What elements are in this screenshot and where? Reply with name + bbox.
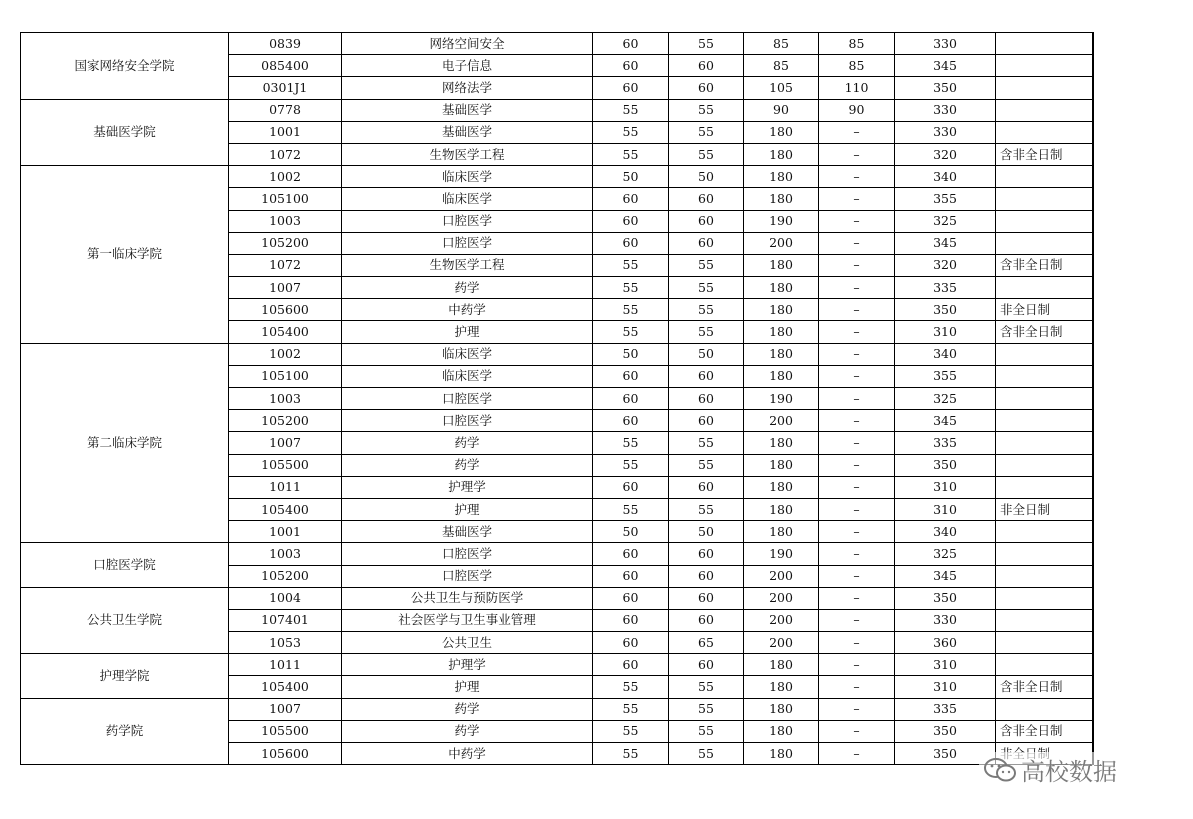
code-cell: 105500 (229, 720, 342, 742)
major-cell: 口腔医学 (342, 388, 593, 410)
major-cell: 护理 (342, 498, 593, 520)
note-cell (996, 166, 1093, 188)
major-cell: 生物医学工程 (342, 254, 593, 276)
subject1-score-cell: 180 (744, 299, 819, 321)
subject1-score-cell: 200 (744, 587, 819, 609)
english-score-cell: 60 (669, 476, 744, 498)
note-cell (996, 55, 1093, 77)
subject1-score-cell: 180 (744, 743, 819, 765)
total-score-cell: 340 (895, 343, 996, 365)
total-score-cell: 350 (895, 454, 996, 476)
subject1-score-cell: 90 (744, 99, 819, 121)
politics-score-cell: 55 (593, 743, 669, 765)
note-cell (996, 587, 1093, 609)
subject2-score-cell: – (819, 720, 895, 742)
total-score-cell: 335 (895, 698, 996, 720)
major-cell: 护理学 (342, 476, 593, 498)
subject2-score-cell: – (819, 143, 895, 165)
code-cell: 1004 (229, 587, 342, 609)
english-score-cell: 60 (669, 565, 744, 587)
total-score-cell: 340 (895, 166, 996, 188)
politics-score-cell: 60 (593, 565, 669, 587)
english-score-cell: 55 (669, 254, 744, 276)
subject1-score-cell: 180 (744, 321, 819, 343)
subject2-score-cell: – (819, 521, 895, 543)
politics-score-cell: 55 (593, 498, 669, 520)
school-name-cell: 国家网络安全学院 (21, 33, 229, 100)
note-cell: 非全日制 (996, 498, 1093, 520)
politics-score-cell: 55 (593, 277, 669, 299)
code-cell: 1053 (229, 632, 342, 654)
code-cell: 1007 (229, 698, 342, 720)
subject1-score-cell: 180 (744, 654, 819, 676)
subject2-score-cell: – (819, 543, 895, 565)
note-cell (996, 188, 1093, 210)
school-name-cell: 药学院 (21, 698, 229, 765)
politics-score-cell: 60 (593, 188, 669, 210)
code-cell: 1007 (229, 432, 342, 454)
english-score-cell: 60 (669, 543, 744, 565)
major-cell: 网络空间安全 (342, 33, 593, 55)
major-cell: 公共卫生与预防医学 (342, 587, 593, 609)
total-score-cell: 310 (895, 321, 996, 343)
politics-score-cell: 55 (593, 143, 669, 165)
subject1-score-cell: 85 (744, 55, 819, 77)
code-cell: 105200 (229, 410, 342, 432)
subject2-score-cell: – (819, 698, 895, 720)
code-cell: 1003 (229, 388, 342, 410)
subject1-score-cell: 190 (744, 210, 819, 232)
note-cell (996, 410, 1093, 432)
code-cell: 105100 (229, 365, 342, 387)
total-score-cell: 320 (895, 254, 996, 276)
subject2-score-cell: – (819, 632, 895, 654)
subject1-score-cell: 200 (744, 632, 819, 654)
subject2-score-cell: – (819, 365, 895, 387)
total-score-cell: 345 (895, 410, 996, 432)
english-score-cell: 55 (669, 321, 744, 343)
subject2-score-cell: – (819, 565, 895, 587)
note-cell: 含非全日制 (996, 143, 1093, 165)
subject1-score-cell: 190 (744, 543, 819, 565)
total-score-cell: 350 (895, 299, 996, 321)
subject2-score-cell: – (819, 454, 895, 476)
subject2-score-cell: – (819, 388, 895, 410)
subject1-score-cell: 180 (744, 277, 819, 299)
english-score-cell: 60 (669, 210, 744, 232)
major-cell: 临床医学 (342, 188, 593, 210)
code-cell: 105100 (229, 188, 342, 210)
subject1-score-cell: 180 (744, 166, 819, 188)
code-cell: 0778 (229, 99, 342, 121)
subject2-score-cell: – (819, 654, 895, 676)
total-score-cell: 350 (895, 720, 996, 742)
english-score-cell: 50 (669, 343, 744, 365)
politics-score-cell: 55 (593, 321, 669, 343)
subject2-score-cell: 110 (819, 77, 895, 99)
major-cell: 药学 (342, 720, 593, 742)
major-cell: 网络法学 (342, 77, 593, 99)
total-score-cell: 345 (895, 232, 996, 254)
code-cell: 0839 (229, 33, 342, 55)
politics-score-cell: 55 (593, 676, 669, 698)
table-row (21, 99, 1093, 121)
school-name-cell: 基础医学院 (21, 99, 229, 166)
major-cell: 临床医学 (342, 343, 593, 365)
total-score-cell: 350 (895, 587, 996, 609)
code-cell: 105500 (229, 454, 342, 476)
code-cell: 105600 (229, 743, 342, 765)
total-score-cell: 360 (895, 632, 996, 654)
politics-score-cell: 50 (593, 343, 669, 365)
school-name-cell: 口腔医学院 (21, 543, 229, 587)
table-row (21, 543, 1093, 565)
subject1-score-cell: 180 (744, 676, 819, 698)
subject1-score-cell: 180 (744, 121, 819, 143)
school-name-cell: 护理学院 (21, 654, 229, 698)
english-score-cell: 60 (669, 365, 744, 387)
note-cell: 含非全日制 (996, 254, 1093, 276)
note-cell: 含非全日制 (996, 321, 1093, 343)
subject1-score-cell: 105 (744, 77, 819, 99)
table-row (21, 654, 1093, 676)
note-cell (996, 565, 1093, 587)
total-score-cell: 340 (895, 521, 996, 543)
politics-score-cell: 55 (593, 454, 669, 476)
total-score-cell: 330 (895, 609, 996, 631)
code-cell: 105600 (229, 299, 342, 321)
major-cell: 护理 (342, 321, 593, 343)
major-cell: 口腔医学 (342, 543, 593, 565)
code-cell: 105400 (229, 498, 342, 520)
english-score-cell: 55 (669, 121, 744, 143)
politics-score-cell: 55 (593, 698, 669, 720)
subject2-score-cell: – (819, 476, 895, 498)
note-cell (996, 232, 1093, 254)
table-row (21, 698, 1093, 720)
politics-score-cell: 60 (593, 77, 669, 99)
note-cell (996, 99, 1093, 121)
major-cell: 电子信息 (342, 55, 593, 77)
major-cell: 口腔医学 (342, 410, 593, 432)
politics-score-cell: 60 (593, 543, 669, 565)
politics-score-cell: 60 (593, 33, 669, 55)
major-cell: 基础医学 (342, 521, 593, 543)
subject2-score-cell: – (819, 121, 895, 143)
major-cell: 口腔医学 (342, 232, 593, 254)
note-cell: 非全日制 (996, 299, 1093, 321)
english-score-cell: 60 (669, 188, 744, 210)
code-cell: 1001 (229, 121, 342, 143)
total-score-cell: 325 (895, 543, 996, 565)
english-score-cell: 55 (669, 277, 744, 299)
note-cell (996, 632, 1093, 654)
english-score-cell: 60 (669, 654, 744, 676)
major-cell: 公共卫生 (342, 632, 593, 654)
total-score-cell: 325 (895, 388, 996, 410)
subject2-score-cell: 90 (819, 99, 895, 121)
english-score-cell: 60 (669, 232, 744, 254)
major-cell: 药学 (342, 454, 593, 476)
code-cell: 1003 (229, 543, 342, 565)
english-score-cell: 55 (669, 698, 744, 720)
code-cell: 1007 (229, 277, 342, 299)
note-cell (996, 33, 1093, 55)
politics-score-cell: 55 (593, 254, 669, 276)
english-score-cell: 55 (669, 299, 744, 321)
english-score-cell: 55 (669, 498, 744, 520)
code-cell: 1003 (229, 210, 342, 232)
note-cell (996, 277, 1093, 299)
major-cell: 护理学 (342, 654, 593, 676)
code-cell: 105400 (229, 676, 342, 698)
note-cell (996, 654, 1093, 676)
major-cell: 中药学 (342, 743, 593, 765)
code-cell: 1072 (229, 254, 342, 276)
politics-score-cell: 60 (593, 476, 669, 498)
subject1-score-cell: 180 (744, 432, 819, 454)
subject2-score-cell: – (819, 498, 895, 520)
subject2-score-cell: – (819, 609, 895, 631)
major-cell: 临床医学 (342, 365, 593, 387)
subject1-score-cell: 180 (744, 476, 819, 498)
politics-score-cell: 60 (593, 55, 669, 77)
english-score-cell: 55 (669, 454, 744, 476)
table-row (21, 33, 1093, 55)
school-name-cell: 公共卫生学院 (21, 587, 229, 654)
english-score-cell: 60 (669, 410, 744, 432)
note-cell (996, 365, 1093, 387)
politics-score-cell: 60 (593, 632, 669, 654)
politics-score-cell: 55 (593, 299, 669, 321)
english-score-cell: 60 (669, 388, 744, 410)
politics-score-cell: 60 (593, 232, 669, 254)
english-score-cell: 55 (669, 143, 744, 165)
subject2-score-cell: – (819, 743, 895, 765)
code-cell: 1002 (229, 166, 342, 188)
note-cell (996, 343, 1093, 365)
school-name-cell: 第一临床学院 (21, 166, 229, 344)
total-score-cell: 330 (895, 33, 996, 55)
note-cell (996, 388, 1093, 410)
english-score-cell: 50 (669, 166, 744, 188)
major-cell: 中药学 (342, 299, 593, 321)
major-cell: 口腔医学 (342, 210, 593, 232)
code-cell: 107401 (229, 609, 342, 631)
total-score-cell: 330 (895, 121, 996, 143)
major-cell: 药学 (342, 277, 593, 299)
subject2-score-cell: – (819, 343, 895, 365)
politics-score-cell: 55 (593, 720, 669, 742)
note-cell (996, 121, 1093, 143)
subject1-score-cell: 180 (744, 521, 819, 543)
code-cell: 1011 (229, 476, 342, 498)
english-score-cell: 60 (669, 587, 744, 609)
politics-score-cell: 55 (593, 432, 669, 454)
politics-score-cell: 60 (593, 410, 669, 432)
english-score-cell: 55 (669, 743, 744, 765)
subject1-score-cell: 180 (744, 343, 819, 365)
subject2-score-cell: – (819, 321, 895, 343)
total-score-cell: 355 (895, 188, 996, 210)
subject1-score-cell: 180 (744, 454, 819, 476)
total-score-cell: 350 (895, 77, 996, 99)
subject1-score-cell: 190 (744, 388, 819, 410)
subject2-score-cell: – (819, 210, 895, 232)
english-score-cell: 55 (669, 720, 744, 742)
subject1-score-cell: 200 (744, 232, 819, 254)
total-score-cell: 330 (895, 99, 996, 121)
total-score-cell: 320 (895, 143, 996, 165)
note-cell (996, 609, 1093, 631)
politics-score-cell: 60 (593, 587, 669, 609)
note-cell (996, 432, 1093, 454)
code-cell: 1011 (229, 654, 342, 676)
total-score-cell: 335 (895, 432, 996, 454)
code-cell: 0301J1 (229, 77, 342, 99)
total-score-cell: 345 (895, 565, 996, 587)
note-cell (996, 454, 1093, 476)
subject1-score-cell: 180 (744, 143, 819, 165)
code-cell: 085400 (229, 55, 342, 77)
english-score-cell: 55 (669, 33, 744, 55)
note-cell: 含非全日制 (996, 720, 1093, 742)
note-cell: 含非全日制 (996, 676, 1093, 698)
politics-score-cell: 50 (593, 166, 669, 188)
subject1-score-cell: 200 (744, 565, 819, 587)
total-score-cell: 355 (895, 365, 996, 387)
subject2-score-cell: – (819, 188, 895, 210)
major-cell: 口腔医学 (342, 565, 593, 587)
subject2-score-cell: – (819, 299, 895, 321)
politics-score-cell: 60 (593, 654, 669, 676)
english-score-cell: 55 (669, 99, 744, 121)
major-cell: 护理 (342, 676, 593, 698)
note-cell (996, 543, 1093, 565)
code-cell: 105200 (229, 565, 342, 587)
major-cell: 基础医学 (342, 121, 593, 143)
total-score-cell: 310 (895, 476, 996, 498)
subject1-score-cell: 180 (744, 188, 819, 210)
subject2-score-cell: – (819, 232, 895, 254)
politics-score-cell: 50 (593, 521, 669, 543)
note-cell (996, 77, 1093, 99)
code-cell: 1001 (229, 521, 342, 543)
major-cell: 生物医学工程 (342, 143, 593, 165)
code-cell: 105200 (229, 232, 342, 254)
subject2-score-cell: – (819, 254, 895, 276)
code-cell: 105400 (229, 321, 342, 343)
politics-score-cell: 60 (593, 609, 669, 631)
politics-score-cell: 55 (593, 121, 669, 143)
politics-score-cell: 60 (593, 210, 669, 232)
politics-score-cell: 60 (593, 365, 669, 387)
subject2-score-cell: – (819, 432, 895, 454)
table-row (21, 587, 1093, 609)
subject2-score-cell: – (819, 166, 895, 188)
major-cell: 社会医学与卫生事业管理 (342, 609, 593, 631)
english-score-cell: 65 (669, 632, 744, 654)
subject1-score-cell: 180 (744, 254, 819, 276)
politics-score-cell: 60 (593, 388, 669, 410)
major-cell: 药学 (342, 698, 593, 720)
total-score-cell: 325 (895, 210, 996, 232)
note-cell (996, 521, 1093, 543)
subject2-score-cell: – (819, 410, 895, 432)
total-score-cell: 345 (895, 55, 996, 77)
subject1-score-cell: 85 (744, 33, 819, 55)
subject1-score-cell: 180 (744, 498, 819, 520)
subject1-score-cell: 180 (744, 720, 819, 742)
english-score-cell: 55 (669, 676, 744, 698)
score-table-body (21, 33, 1093, 765)
school-name-cell: 第二临床学院 (21, 343, 229, 543)
note-cell (996, 210, 1093, 232)
subject2-score-cell: – (819, 676, 895, 698)
english-score-cell: 60 (669, 55, 744, 77)
subject2-score-cell: – (819, 277, 895, 299)
english-score-cell: 50 (669, 521, 744, 543)
major-cell: 临床医学 (342, 166, 593, 188)
english-score-cell: 55 (669, 432, 744, 454)
subject2-score-cell: – (819, 587, 895, 609)
english-score-cell: 60 (669, 609, 744, 631)
politics-score-cell: 55 (593, 99, 669, 121)
major-cell: 药学 (342, 432, 593, 454)
code-cell: 1072 (229, 143, 342, 165)
table-row (21, 343, 1093, 365)
subject1-score-cell: 200 (744, 410, 819, 432)
watermark (979, 752, 1121, 787)
subject1-score-cell: 180 (744, 698, 819, 720)
note-cell (996, 476, 1093, 498)
table-row (21, 166, 1093, 188)
total-score-cell: 335 (895, 277, 996, 299)
subject1-score-cell: 200 (744, 609, 819, 631)
total-score-cell: 350 (895, 743, 996, 765)
subject2-score-cell: 85 (819, 33, 895, 55)
total-score-cell: 310 (895, 654, 996, 676)
subject2-score-cell: 85 (819, 55, 895, 77)
subject1-score-cell: 180 (744, 365, 819, 387)
score-table (20, 32, 1094, 765)
watermark-text: 高校数据 (1021, 758, 1117, 786)
note-cell (996, 698, 1093, 720)
wechat-icon (983, 756, 1017, 784)
total-score-cell: 310 (895, 498, 996, 520)
code-cell: 1002 (229, 343, 342, 365)
major-cell: 基础医学 (342, 99, 593, 121)
total-score-cell: 310 (895, 676, 996, 698)
english-score-cell: 60 (669, 77, 744, 99)
